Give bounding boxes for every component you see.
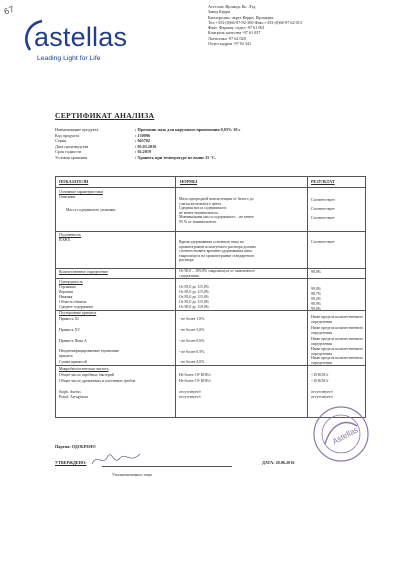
product-info — [55, 127, 365, 160]
col-header-norm: НОРМЫ — [180, 179, 198, 184]
manufacture-date-label: Дата производства — [55, 143, 89, 149]
param-label: Верхняя — [59, 290, 73, 294]
norm-text: От 90,0 – 105,0% такролимуса от заявленного содержания. — [179, 269, 255, 278]
astellas-logo — [20, 14, 160, 69]
norm-text: Мазь однородной консистенции от белого до слегка желтоватого цвета. Средняя масса содержимого: не менее номинального. Минимальная масса содержимого – не менее 95 % от номинального. — [179, 197, 254, 224]
result-value: 98,7% — [311, 292, 322, 296]
result-value: 99,0% — [311, 287, 322, 291]
result-value: 98,9% — [311, 302, 322, 306]
stamp-text: Astellas — [330, 425, 360, 447]
norm-text: отсутствует/г — [179, 390, 202, 394]
param-label: Pseud. Aeruginosa — [59, 395, 88, 399]
result-value: Соответствует — [311, 207, 335, 211]
analysis-table — [55, 176, 366, 418]
address-line: Тел:+353-(0)66-97-92-300 Факс:+353-(0)66-97 62 013 — [208, 19, 302, 25]
col-header-param: ПОКАЗАТЕЛИ — [59, 179, 89, 184]
address-line: Логистика -97 62 028 — [208, 35, 246, 41]
manufacture-date-value: : 05.03.2016 — [135, 143, 157, 149]
result-value: отсутствует/г — [311, 395, 334, 399]
result-value: Соответствует — [311, 240, 335, 244]
storage-label: Условия хранения — [55, 154, 88, 160]
result-value: Ниже предела количественного определения — [311, 356, 364, 365]
param-label: Примесь XV — [59, 328, 81, 332]
result-value: отсутствует/г — [311, 390, 334, 394]
address-line: Факс: Фармац.-отдел -97 61 061 — [208, 25, 265, 31]
product-code-value: : 130096 — [135, 132, 151, 138]
batch-status: Партия: ОДОБРЕНО — [55, 444, 96, 449]
result-value: Ниже предела количественного определения — [311, 315, 364, 324]
norm-text: Не более 10¹ КОЕ/г — [179, 379, 212, 383]
section-title: Основные характеристики — [59, 190, 103, 194]
address-line: Астеллас Ирландс Ко. Лтд. — [208, 4, 257, 9]
section-title: Микробиологическая чистота — [59, 367, 109, 371]
section-title: Однородность — [59, 280, 83, 284]
company-stamp-icon — [311, 404, 371, 464]
logo-wordmark: astellas — [34, 22, 128, 52]
norm-text: отсутствует/г — [179, 395, 202, 399]
approved-label: УТВЕРЖДЕНО: — [55, 460, 87, 465]
expiry-value: : 02.2019 — [135, 149, 152, 154]
param-label: Область обжима — [59, 300, 87, 304]
param-label: Описание — [59, 195, 76, 199]
param-label: Общее число аэробных бактерий — [59, 373, 114, 377]
product-name-label: Наименование продукта — [55, 127, 99, 132]
norm-text: Не более 10² КОЕ/г — [179, 373, 212, 377]
result-value: <10 КОЕ/г — [311, 379, 329, 383]
company-address — [208, 4, 302, 46]
param-label: Горлышко — [59, 285, 76, 289]
result-value: 98,0% — [311, 270, 322, 274]
param-label: ВЭЖХ — [59, 238, 71, 242]
logo-tagline: Leading Light for Life — [37, 55, 101, 62]
signatory-title: Уполномоченное лицо — [112, 472, 153, 477]
result-value: Соответствует — [311, 216, 335, 220]
section-title: Посторонние примеси — [59, 311, 97, 315]
result-value: Ниже предела количественного определения — [311, 326, 364, 335]
batch-value: : 045702 — [135, 138, 151, 143]
param-label: Нижняя — [59, 295, 73, 299]
param-label: Примесь XI — [59, 317, 79, 321]
result-value: Ниже предела количественного определения — [311, 347, 364, 356]
section-title: Подлинность — [59, 233, 82, 237]
norm-text: - не более 3,0% — [179, 328, 205, 332]
norm-text: От 85,0 до 115,0% — [179, 290, 210, 294]
result-value: Соответствует — [311, 198, 335, 202]
section-title: Количественное определение — [59, 270, 108, 274]
address-line: Отдел кадров -97 92 341 — [208, 41, 252, 47]
product-code-label: Код продукта — [55, 132, 79, 138]
address-line: Киллорглин, округ Керри, Ирландия — [208, 14, 274, 20]
approval-date: ДАТА: 20.06.2016 — [262, 460, 295, 465]
batch-label: Серия — [55, 138, 66, 143]
param-label: Сумма примесей — [59, 360, 87, 364]
norm-text: Время удерживания основного пика на хроматограмме испытуемого раствора должно соответствовать времени удерживания пика такролимуса на хроматограмме стандартного раствора — [179, 240, 256, 263]
norm-text: - не более 1,0% — [179, 317, 205, 321]
norm-text: От 90,0 до 110,0% — [179, 305, 210, 309]
norm-text: - не более 0,6% — [179, 339, 205, 343]
param-label: Общее число дрожжевых и плесневых грибов — [59, 379, 136, 383]
param-label: Примесь Пика А — [59, 339, 87, 343]
norm-text: От 85,0 до 115,0% — [179, 285, 210, 289]
norm-text: - не более 4,0% — [179, 360, 205, 364]
expiry-label: Срок годности — [55, 149, 82, 154]
document-title: СЕРТИФИКАТ АНАЛИЗА — [55, 111, 155, 120]
result-value: 99,0% — [311, 307, 322, 311]
col-header-result: РЕЗУЛЬТАТ — [311, 179, 335, 184]
address-line: Контроль качества -97 61 037 — [208, 30, 261, 36]
result-value: <10 КОЕ/г — [311, 373, 329, 377]
page-number: 67 — [2, 4, 16, 17]
product-name-value: : Протопик мазь для наружного применения 0,03% 30 г — [135, 127, 241, 132]
param-label: Staph. Aureus — [59, 390, 81, 394]
address-line: Завод Керри — [208, 9, 230, 15]
norm-text: От 85,0 до 115,0% — [179, 295, 210, 299]
norm-text: От 85,0 до 115,0% — [179, 300, 210, 304]
result-value: 99,2% — [311, 297, 322, 301]
storage-value: : Хранить при температуре не выше 25 °С. — [135, 154, 217, 160]
result-value: Ниже предела количественного определения — [311, 337, 364, 346]
param-label: Среднее содержание — [59, 305, 94, 309]
param-label: Масса содержимого упаковки — [66, 208, 116, 212]
norm-text: - не более 0,5% — [179, 350, 205, 354]
signature-icon — [88, 448, 148, 470]
param-label: Неидентифицированные единичные примесь — [59, 349, 120, 358]
